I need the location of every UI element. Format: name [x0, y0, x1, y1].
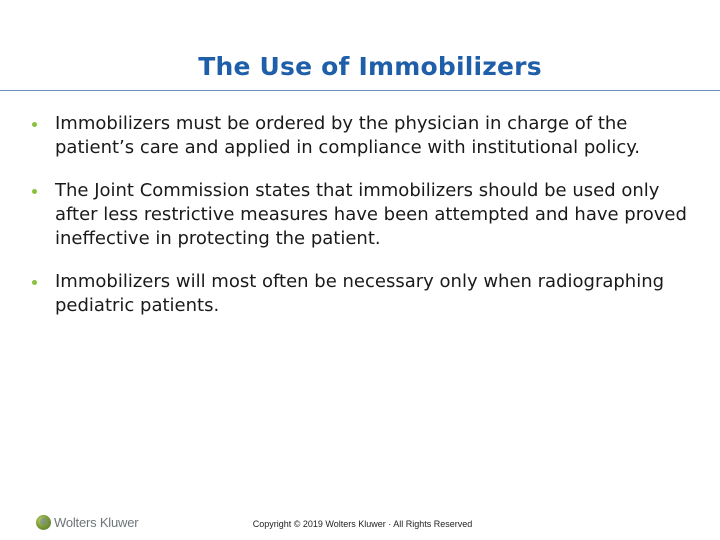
bullet-text: The Joint Commission states that immobilizers should be used only after less restrictive measures have been attempted and have proved ineffective in protecting the patient. [55, 180, 687, 249]
bullet-item [30, 112, 705, 160]
bullet-item [30, 270, 705, 318]
bullet-text: Immobilizers must be ordered by the physician in charge of the patient’s care and applied in compliance with institutional policy. [55, 113, 641, 158]
footer-logo [36, 513, 138, 531]
bullet-text: Immobilizers will most often be necessary only when radiographing pediatric patients. [55, 271, 665, 316]
bullet-item [30, 179, 705, 251]
bullet-dot-icon [32, 189, 37, 194]
copyright-notice: Copyright © 2019 Wolters Kluwer · All Rights Reserved [252, 519, 473, 529]
bullet-dot-icon [32, 280, 37, 285]
slide-title: The Use of Immobilizers [198, 52, 542, 81]
logo-text: Wolters Kluwer [54, 514, 139, 530]
wolters-kluwer-logo-icon [36, 515, 51, 530]
title-divider [0, 90, 720, 91]
bullet-dot-icon [32, 122, 37, 127]
bullet-list [30, 112, 705, 337]
